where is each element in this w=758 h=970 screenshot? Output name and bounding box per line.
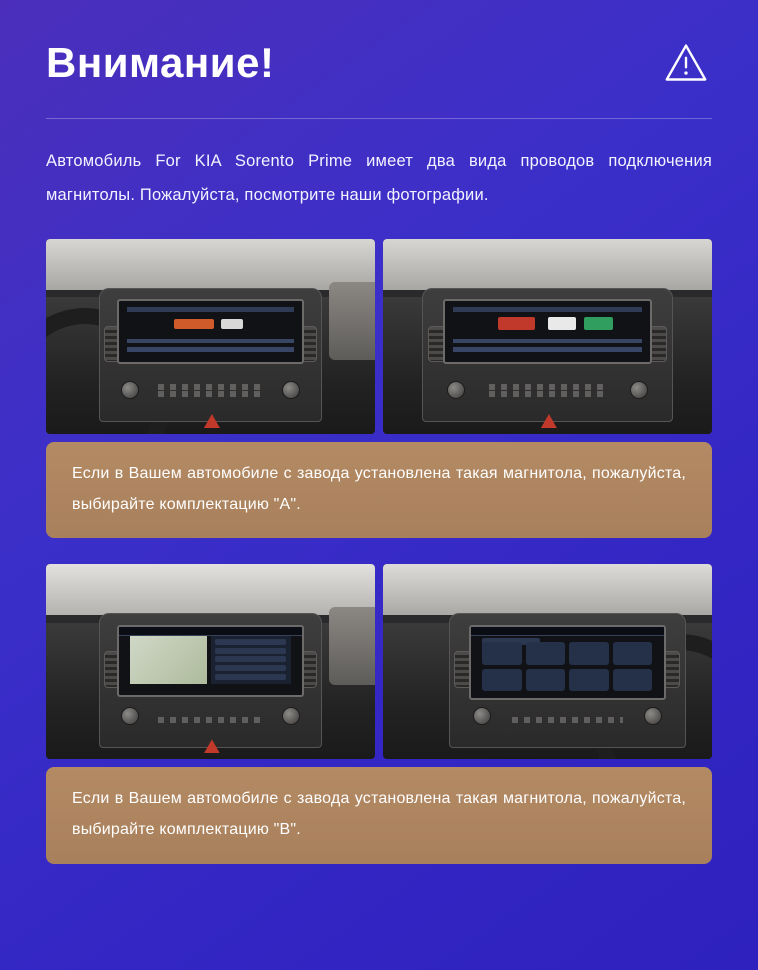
- photo-b-right: [383, 564, 712, 759]
- photo-b-left: [46, 564, 375, 759]
- page-header: [46, 0, 712, 86]
- variant-a-photos: [46, 239, 712, 434]
- warning-triangle-icon: [664, 41, 708, 85]
- variant-a-block: [46, 239, 712, 538]
- variant-b-block: [46, 564, 712, 863]
- page-title: Внимание!: [46, 39, 275, 86]
- variant-a-caption: Если в Вашем автомобиле с завода установлена такая магнитола, пожалуйста, выбирайте комплектацию "A".: [46, 442, 712, 538]
- variant-b-caption: Если в Вашем автомобиле с завода установлена такая магнитола, пожалуйста, выбирайте комплектацию "B".: [46, 767, 712, 863]
- intro-text: Автомобиль For KIA Sorento Prime имеет два вида проводов подключения магнитолы. Пожалуйста, посмотрите наши фотографии.: [46, 152, 712, 204]
- header-divider: [46, 118, 712, 119]
- photo-a-left: [46, 239, 375, 434]
- variant-b-photos: [46, 564, 712, 759]
- photo-a-right: [383, 239, 712, 434]
